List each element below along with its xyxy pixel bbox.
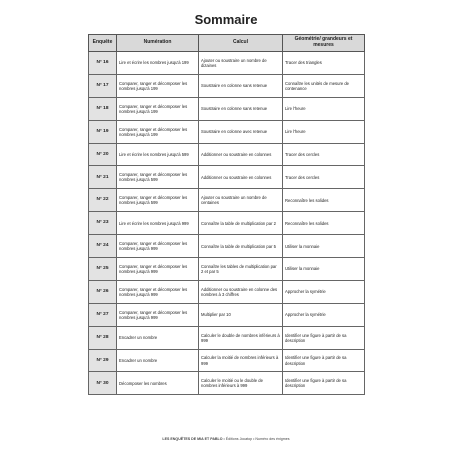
calcul-cell: Calculer le double de nombres inférieurs à 999 [199,326,283,349]
calcul-cell: Ajouter ou soustraire un nombre de centaines [199,189,283,212]
numeration-cell: Encadrer un nombre [117,326,199,349]
table-row [89,326,365,349]
calcul-cell: Additionner ou soustraire en colonnes [199,166,283,189]
calcul-cell: Multiplier par 10 [199,303,283,326]
geometrie-cell: Lire l'heure [283,120,365,143]
header-enquete: Enquête [89,35,117,52]
table-row [89,166,365,189]
table-row [89,97,365,120]
table-row [89,143,365,166]
geometrie-cell: Tracer des triangles [283,52,365,75]
geometrie-cell: Approcher la symétrie [283,303,365,326]
calcul-cell: Connaître la table de multiplication par 2 [199,212,283,235]
numeration-cell: Comparer, ranger et décomposer les nombres jusqu'à 999 [117,303,199,326]
calcul-cell: Calculer la moitié de nombres inférieurs à 999 [199,349,283,372]
enquete-number-cell: N° 16 [89,52,117,75]
calcul-cell: Soustraire en colonne sans retenue [199,97,283,120]
numeration-cell: Encadrer un nombre [117,349,199,372]
table-row [89,303,365,326]
table-row [89,349,365,372]
table-row [89,372,365,395]
numeration-cell: Lire et écrire les nombres jusqu'à 999 [117,212,199,235]
numeration-cell: Comparer, ranger et décomposer les nombres jusqu'à 599 [117,189,199,212]
numeration-cell: Comparer, ranger et décomposer les nombres jusqu'à 199 [117,97,199,120]
table-row [89,212,365,235]
numeration-cell: Décomposer les nombres [117,372,199,395]
calcul-cell: Connaître la table de multiplication par 5 [199,235,283,258]
header-row [89,35,365,52]
header-geometrie: Géométrie/ grandeurs et mesures [283,35,365,52]
numeration-cell: Comparer, ranger et décomposer les nombres jusqu'à 599 [117,166,199,189]
enquete-number-cell: N° 18 [89,97,117,120]
enquete-number-cell: N° 29 [89,349,117,372]
enquete-number-cell: N° 19 [89,120,117,143]
numeration-cell: Comparer, ranger et décomposer les nombres jusqu'à 199 [117,120,199,143]
calcul-cell: Calculer le moitié ou le double de nombres inférieurs à 999 [199,372,283,395]
geometrie-cell: Utiliser la monnaie [283,235,365,258]
calcul-cell: Connaître les tables de multiplication par 2 et par 5 [199,258,283,281]
enquete-number-cell: N° 24 [89,235,117,258]
calcul-cell: Soustraire en colonne sans retenue [199,74,283,97]
geometrie-cell: Tracer des cercles [283,166,365,189]
calcul-cell: Soustraire en colonne avec retenue [199,120,283,143]
geometrie-cell: Reconnaître les solides [283,212,365,235]
table-row [89,52,365,75]
numeration-cell: Comparer, ranger et décomposer les nombres jusqu'à 199 [117,74,199,97]
numeration-cell: Comparer, ranger et décomposer les nombres jusqu'à 999 [117,280,199,303]
geometrie-cell: Identifier une figure à partir de sa description [283,326,365,349]
geometrie-cell: Identifier une figure à partir de sa description [283,372,365,395]
table-row [89,189,365,212]
enquete-number-cell: N° 22 [89,189,117,212]
enquete-number-cell: N° 23 [89,212,117,235]
geometrie-cell: Connaître les unités de mesure de contenance [283,74,365,97]
geometrie-cell: Utiliser la monnaie [283,258,365,281]
geometrie-cell: Reconnaître les solides [283,189,365,212]
numeration-cell: Comparer, ranger et décomposer les nombres jusqu'à 999 [117,258,199,281]
header-calcul: Calcul [199,35,283,52]
geometrie-cell: Identifier une figure à partir de sa description [283,349,365,372]
enquete-number-cell: N° 28 [89,326,117,349]
geometrie-cell: Lire l'heure [283,97,365,120]
table-row [89,74,365,97]
numeration-cell: Lire et écrire les nombres jusqu'à 599 [117,143,199,166]
table-row [89,280,365,303]
footer-series: LES ENQUÊTES DE MIA ET PABLO [162,437,223,441]
enquete-number-cell: N° 21 [89,166,117,189]
enquete-number-cell: N° 17 [89,74,117,97]
page-title: Sommaire [194,12,258,27]
table-row [89,235,365,258]
calcul-cell: Ajouter ou soustraire un nombre de dizaines [199,52,283,75]
geometrie-cell: Tracer des cercles [283,143,365,166]
numeration-cell: Comparer, ranger et décomposer les nombres jusqu'à 999 [117,235,199,258]
table-row [89,120,365,143]
header-numeration: Numération [117,35,199,52]
enquete-number-cell: N° 30 [89,372,117,395]
footer-publisher: • Éditions Jocatop • Numéro des énigmes [222,437,290,441]
geometrie-cell: Approcher la symétrie [283,280,365,303]
enquete-number-cell: N° 26 [89,280,117,303]
calcul-cell: Additionner ou soustraire en colonne des nombres à 3 chiffres [199,280,283,303]
enquete-number-cell: N° 25 [89,258,117,281]
calcul-cell: Additionner ou soustraire en colonnes [199,143,283,166]
table-row [89,258,365,281]
enquete-number-cell: N° 20 [89,143,117,166]
numeration-cell: Lire et écrire les nombres jusqu'à 199 [117,52,199,75]
summary-table [88,34,365,395]
page-footer [0,437,452,441]
enquete-number-cell: N° 27 [89,303,117,326]
